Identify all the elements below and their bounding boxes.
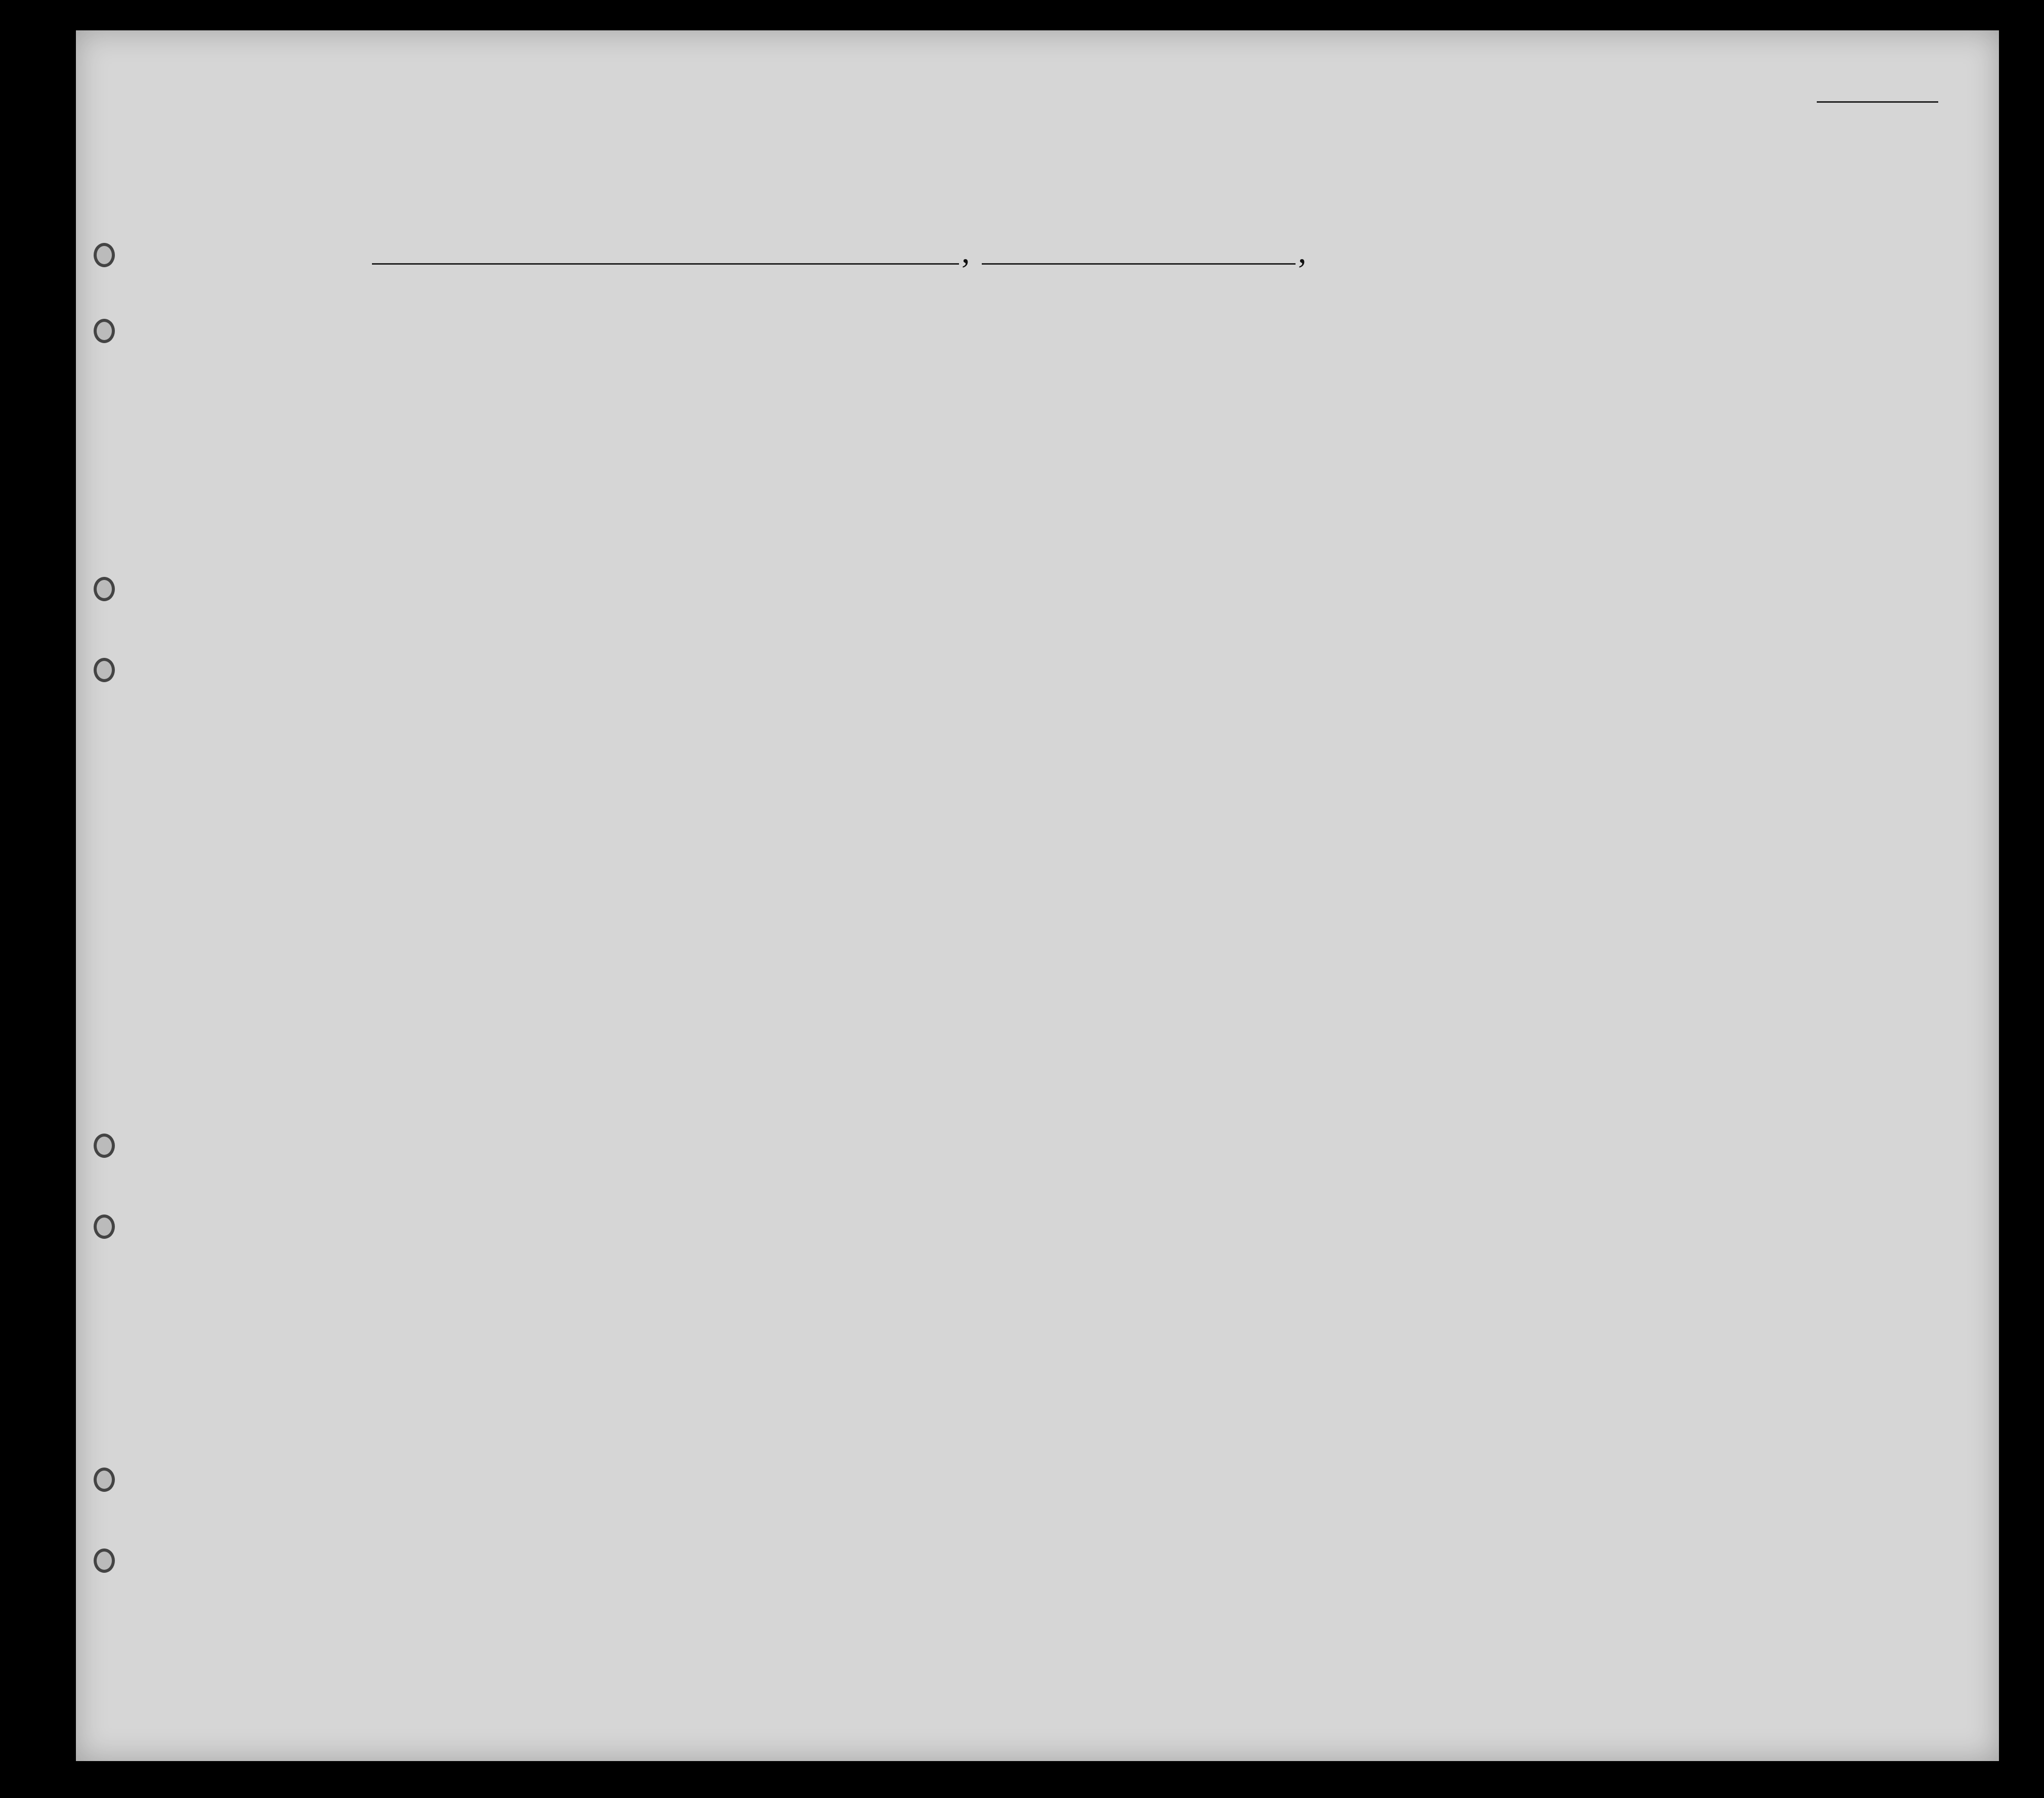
manifest-sheet bbox=[76, 30, 1999, 1761]
form-grid bbox=[76, 30, 1999, 1761]
comma: , bbox=[1298, 233, 1307, 270]
comma: , bbox=[962, 233, 970, 270]
